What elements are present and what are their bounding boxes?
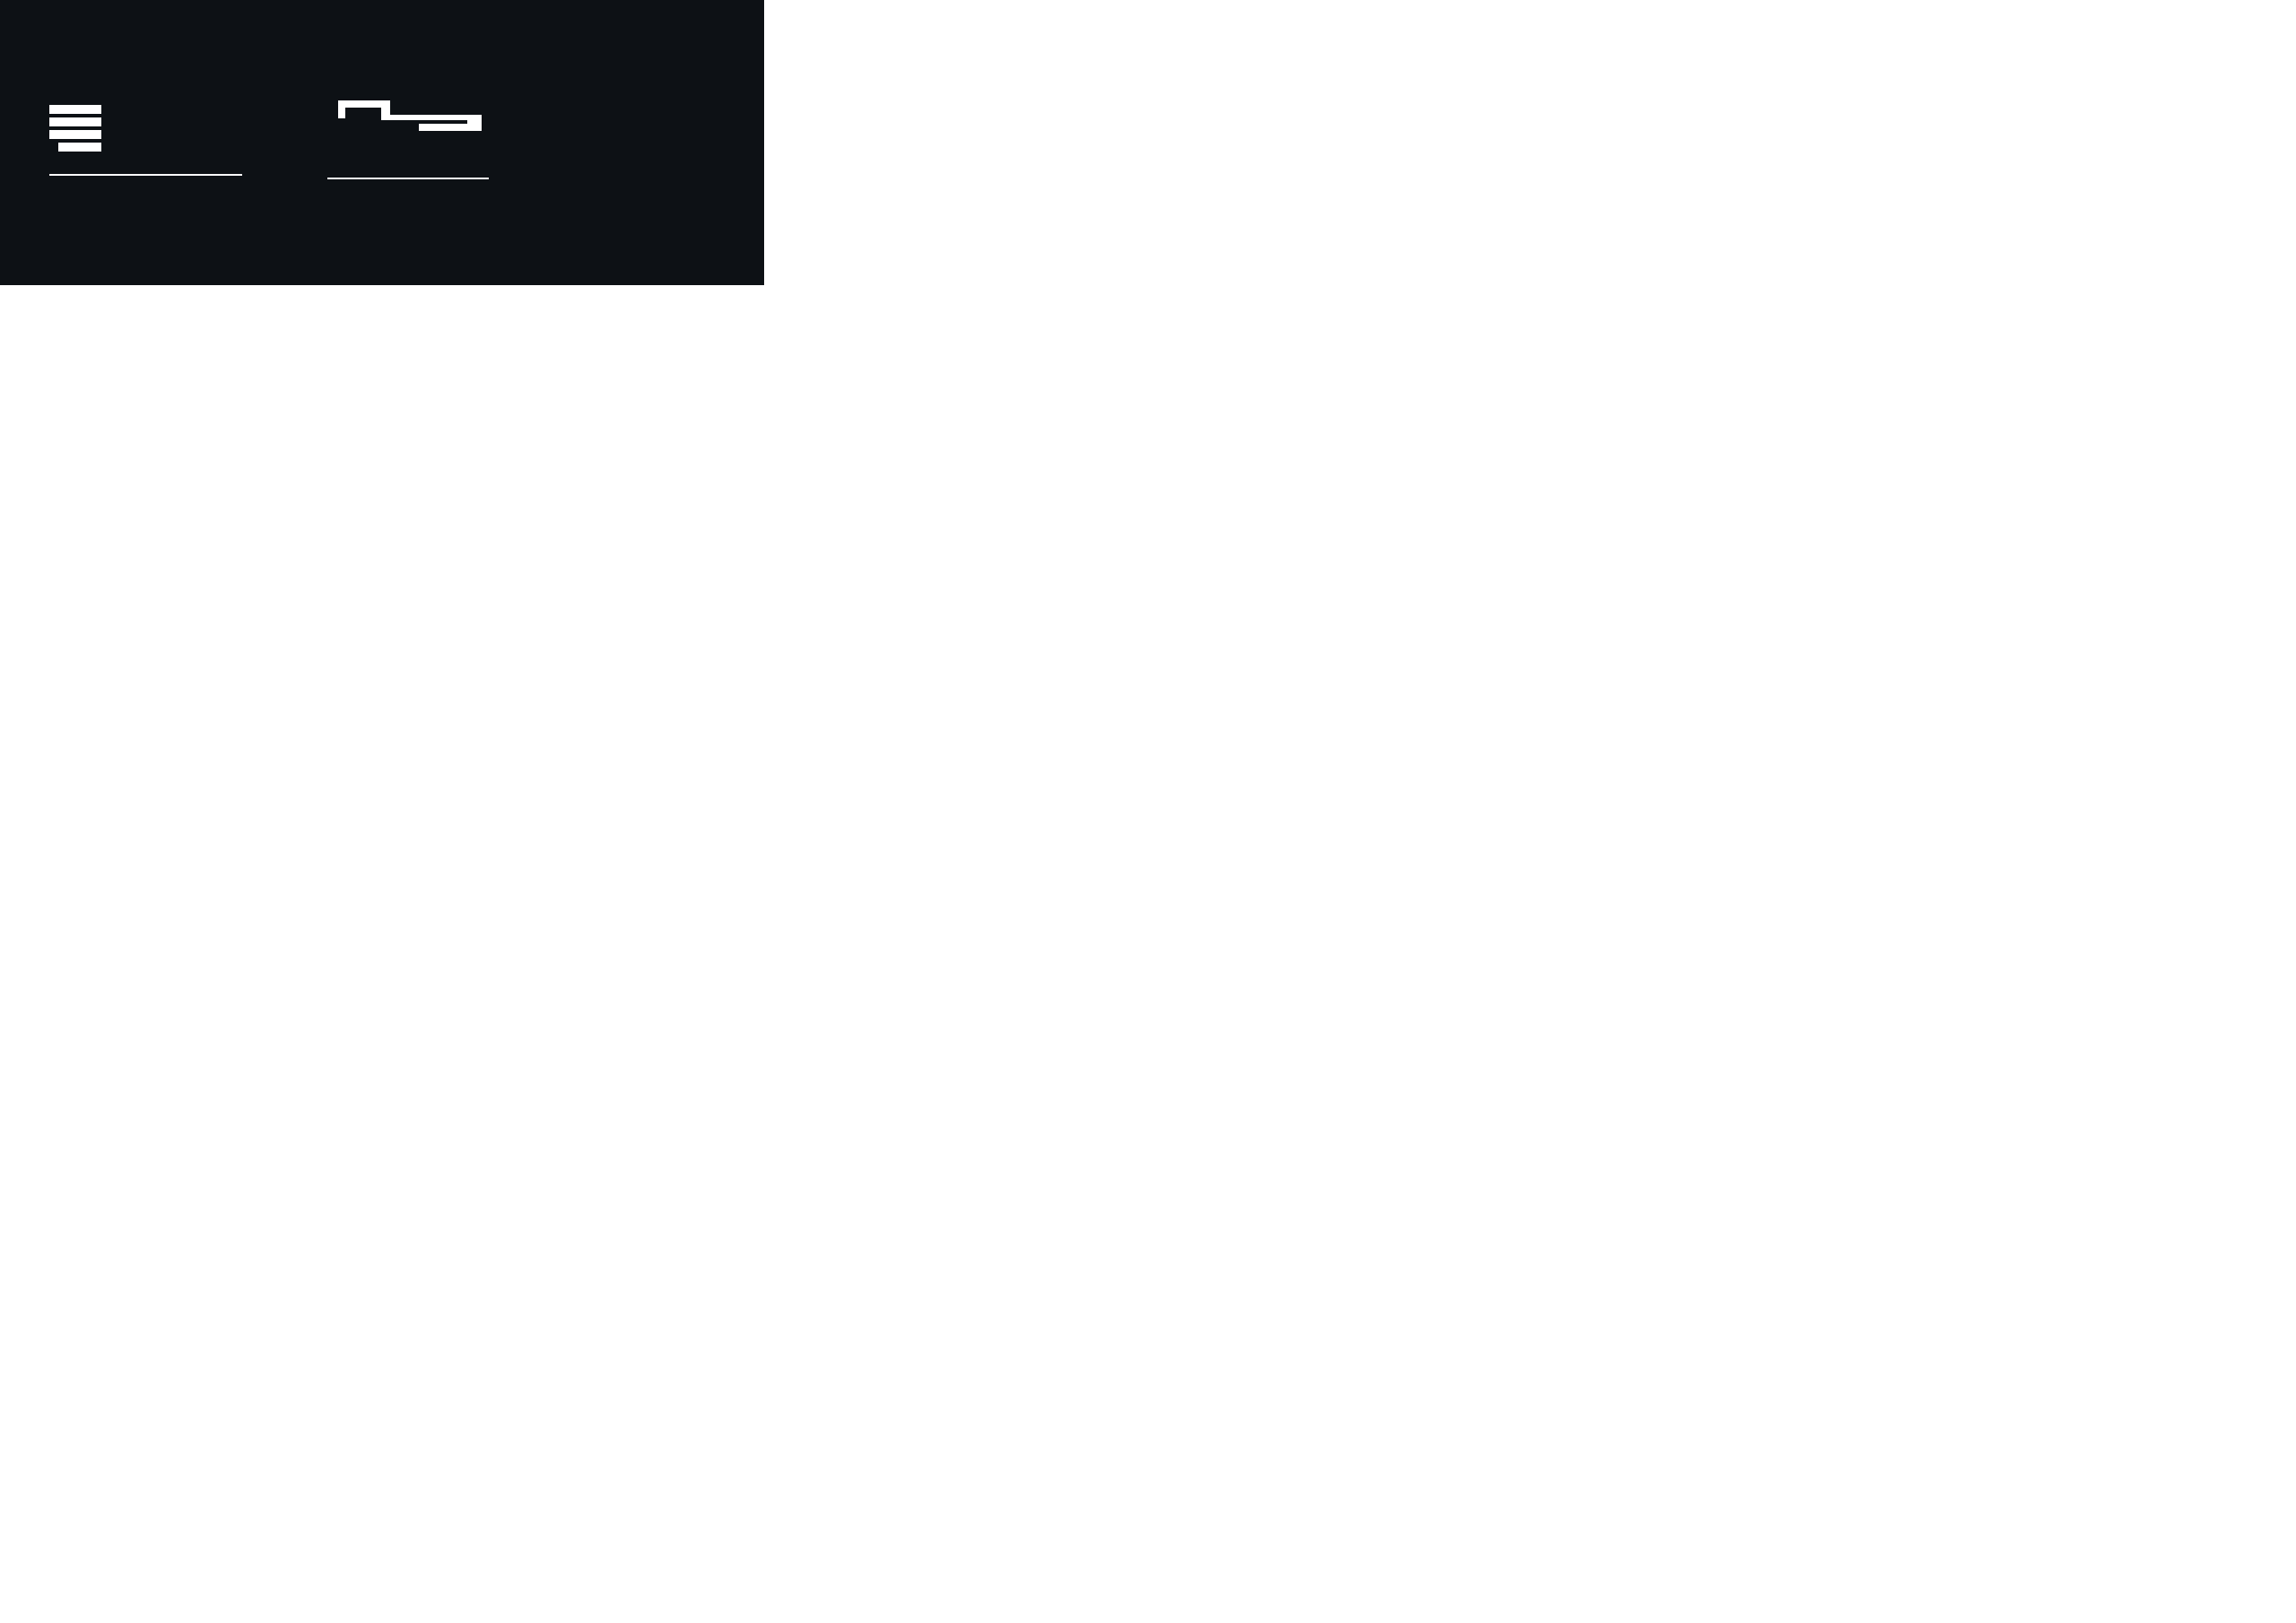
spotkania-kultur-icon [336,97,484,142]
spotkania-underline [327,178,489,179]
spotkania-kultur-logo [336,97,484,146]
left-top-logos-panel [0,0,764,285]
lck-logo [49,103,105,163]
lck-underline [49,174,242,176]
teatr-mask-icon [570,34,632,124]
lck-logo-icon [49,103,105,159]
teatr-muzyczny-logo [570,34,632,128]
